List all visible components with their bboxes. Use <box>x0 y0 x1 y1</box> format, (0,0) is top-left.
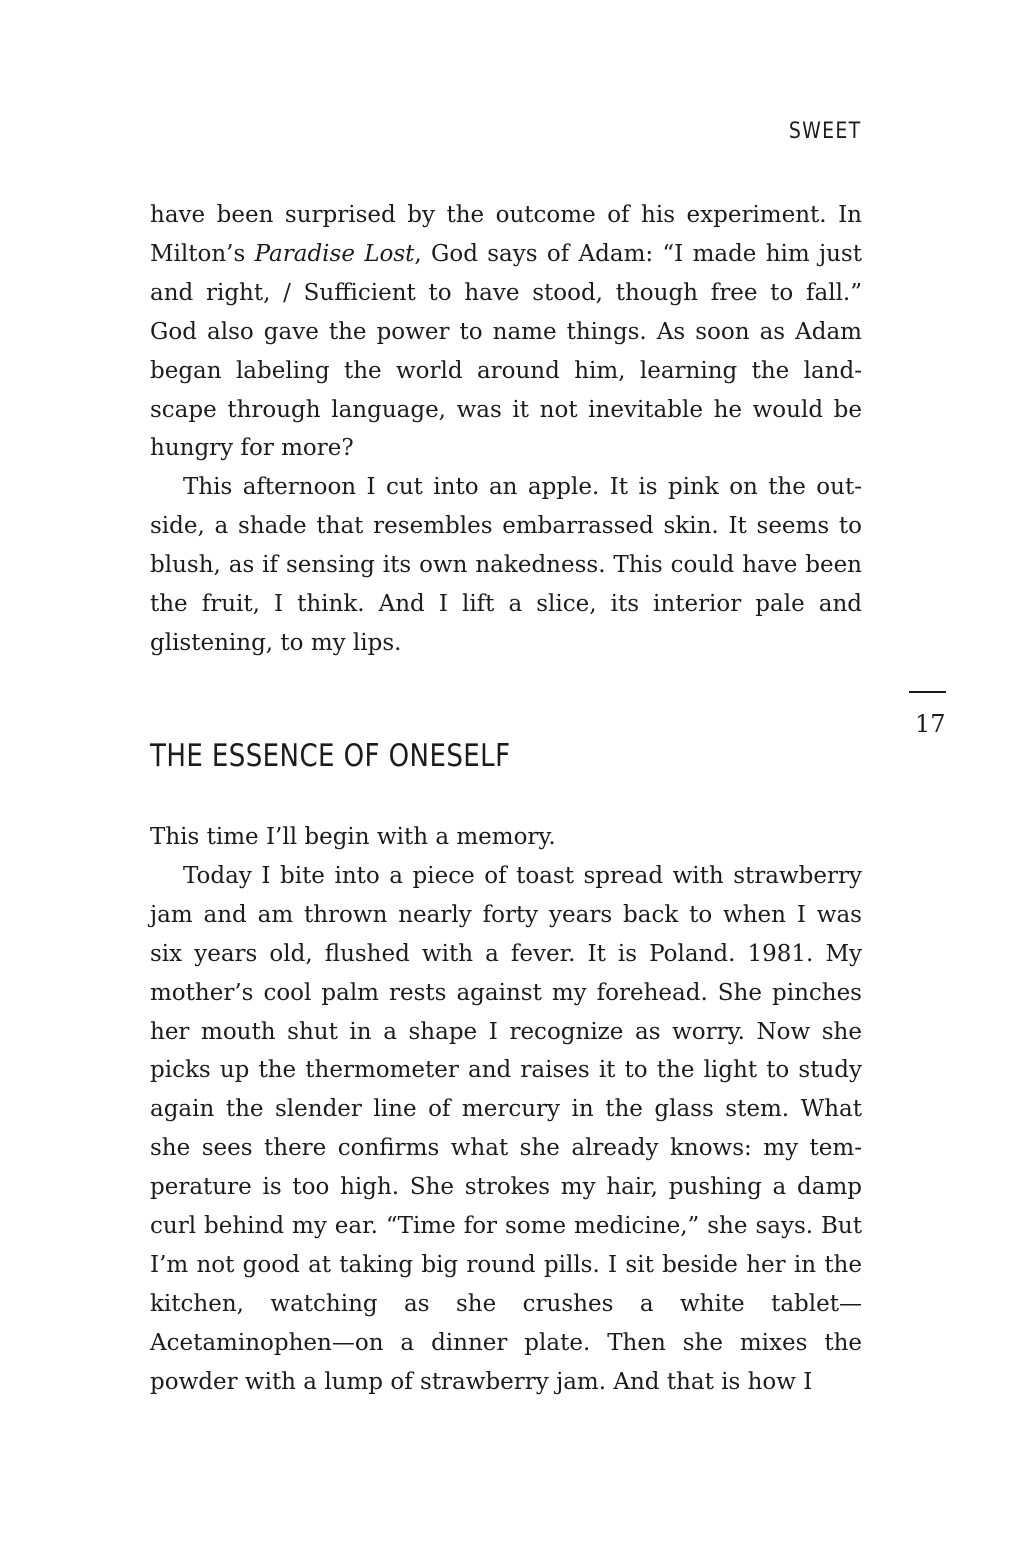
paragraph-apple: This afternoon I cut into an apple. It is pink on the outside, a shade that resembles embarrassed skin. It seems to blush, as if sensing its own nakedness. This could have been the fruit, I think. And I lift a slice, its interior pale and glistening, to my lips. <box>150 474 862 656</box>
text-block-section <box>150 818 862 1402</box>
paragraph-memory-intro: This time I’ll begin with a memory. <box>150 824 556 850</box>
paragraph-text: , God says of Adam: “I made him just and right, / Sufficient to have stood, though free to fall.” God also gave the power to name things. As soon as Adam began labeling the world around him, learning the landscape through language, was it not inevitable he would be hungry for more? <box>150 240 862 462</box>
paragraph-text: have been surprised by the outcome of his experiment. In Milton’s <box>150 202 862 267</box>
running-head: SWEET <box>788 119 861 144</box>
page-number: 17 <box>915 710 946 738</box>
section-heading: THE ESSENCE OF ONESELF <box>150 738 511 774</box>
paragraph-memory: Today I bite into a piece of toast spread with strawberry jam and am thrown nearly forty years back to when I was six years old, flushed with a fever. It is Poland. 1981. My mother’s cool palm rests against my forehead. She pinches her mouth shut in a shape I recognize as worry. Now she picks up the thermometer and raises it to the light to study again the slender line of mercury in the glass stem. What she sees there confirms what she already knows: my temperature is too high. She strokes my hair, pushing a damp curl behind my ear. “Time for some medicine,” she says. But I’m not good at taking big round pills. I sit beside her in the kitchen, watching as she crushes a white tablet—Acetaminophen—on a dinner plate. Then she mixes the powder with a lump of strawberry jam. And that is how I <box>150 862 862 1395</box>
folio-rule <box>909 691 946 693</box>
paragraph-adam <box>150 196 862 468</box>
book-title: Paradise Lost <box>254 240 415 267</box>
text-block-continued <box>150 196 862 663</box>
